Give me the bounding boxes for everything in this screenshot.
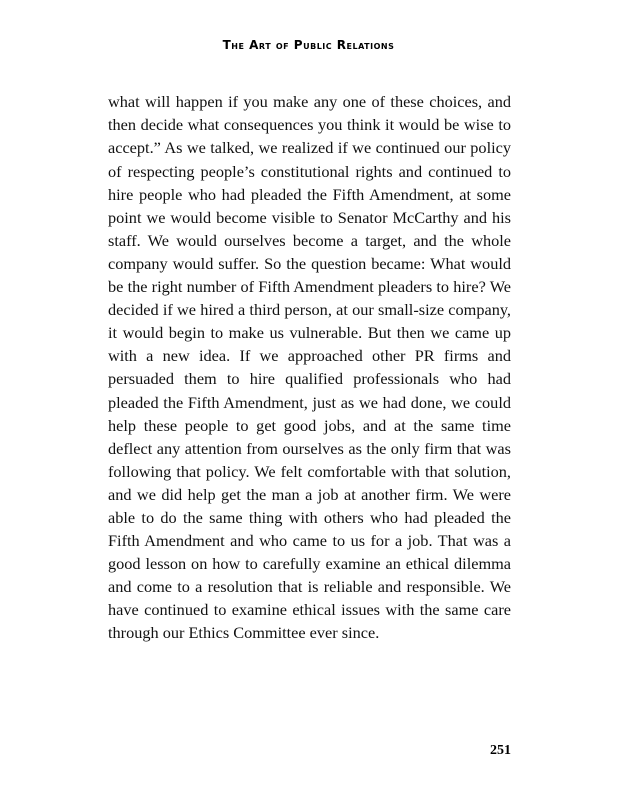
body-paragraph: what will happen if you make any one of these choices, and then decide what consequences you think it would be wise to accept.” As we talked, we realized if we continued our policy of respecting people’s constitutional rights and continued to hire people who had pleaded the Fifth Amendment, at some point we would become visible to Senator McCarthy and his staff. We would ourselves become a target, and the whole company would suffer. So the question became: What would be the right number of Fifth Amendment pleaders to hire? We decided if we hired a third person, at our small-size company, it would begin to make us vulnerable. But then we came up with a new idea. If we approached other PR firms and persuaded them to hire qualified professionals who had pleaded the Fifth Amendment, just as we had done, we could help these people to get good jobs, and at the same time deflect any attention from ourselves as the only firm that was following that policy. We felt comfortable with that solution, and we did help get the man a job at another firm. We were able to do the same thing with others who had pleaded the Fifth Amendment and who came to us for a job. That was a good lesson on how to carefully examine an ethical dilemma and come to a resolution that is reliable and responsible. We have continued to examine ethical issues with the same care through our Ethics Committee ever since. [108, 92, 511, 643]
page-number: 251 [490, 743, 511, 758]
running-header: The Art of Public Relations [222, 38, 395, 52]
